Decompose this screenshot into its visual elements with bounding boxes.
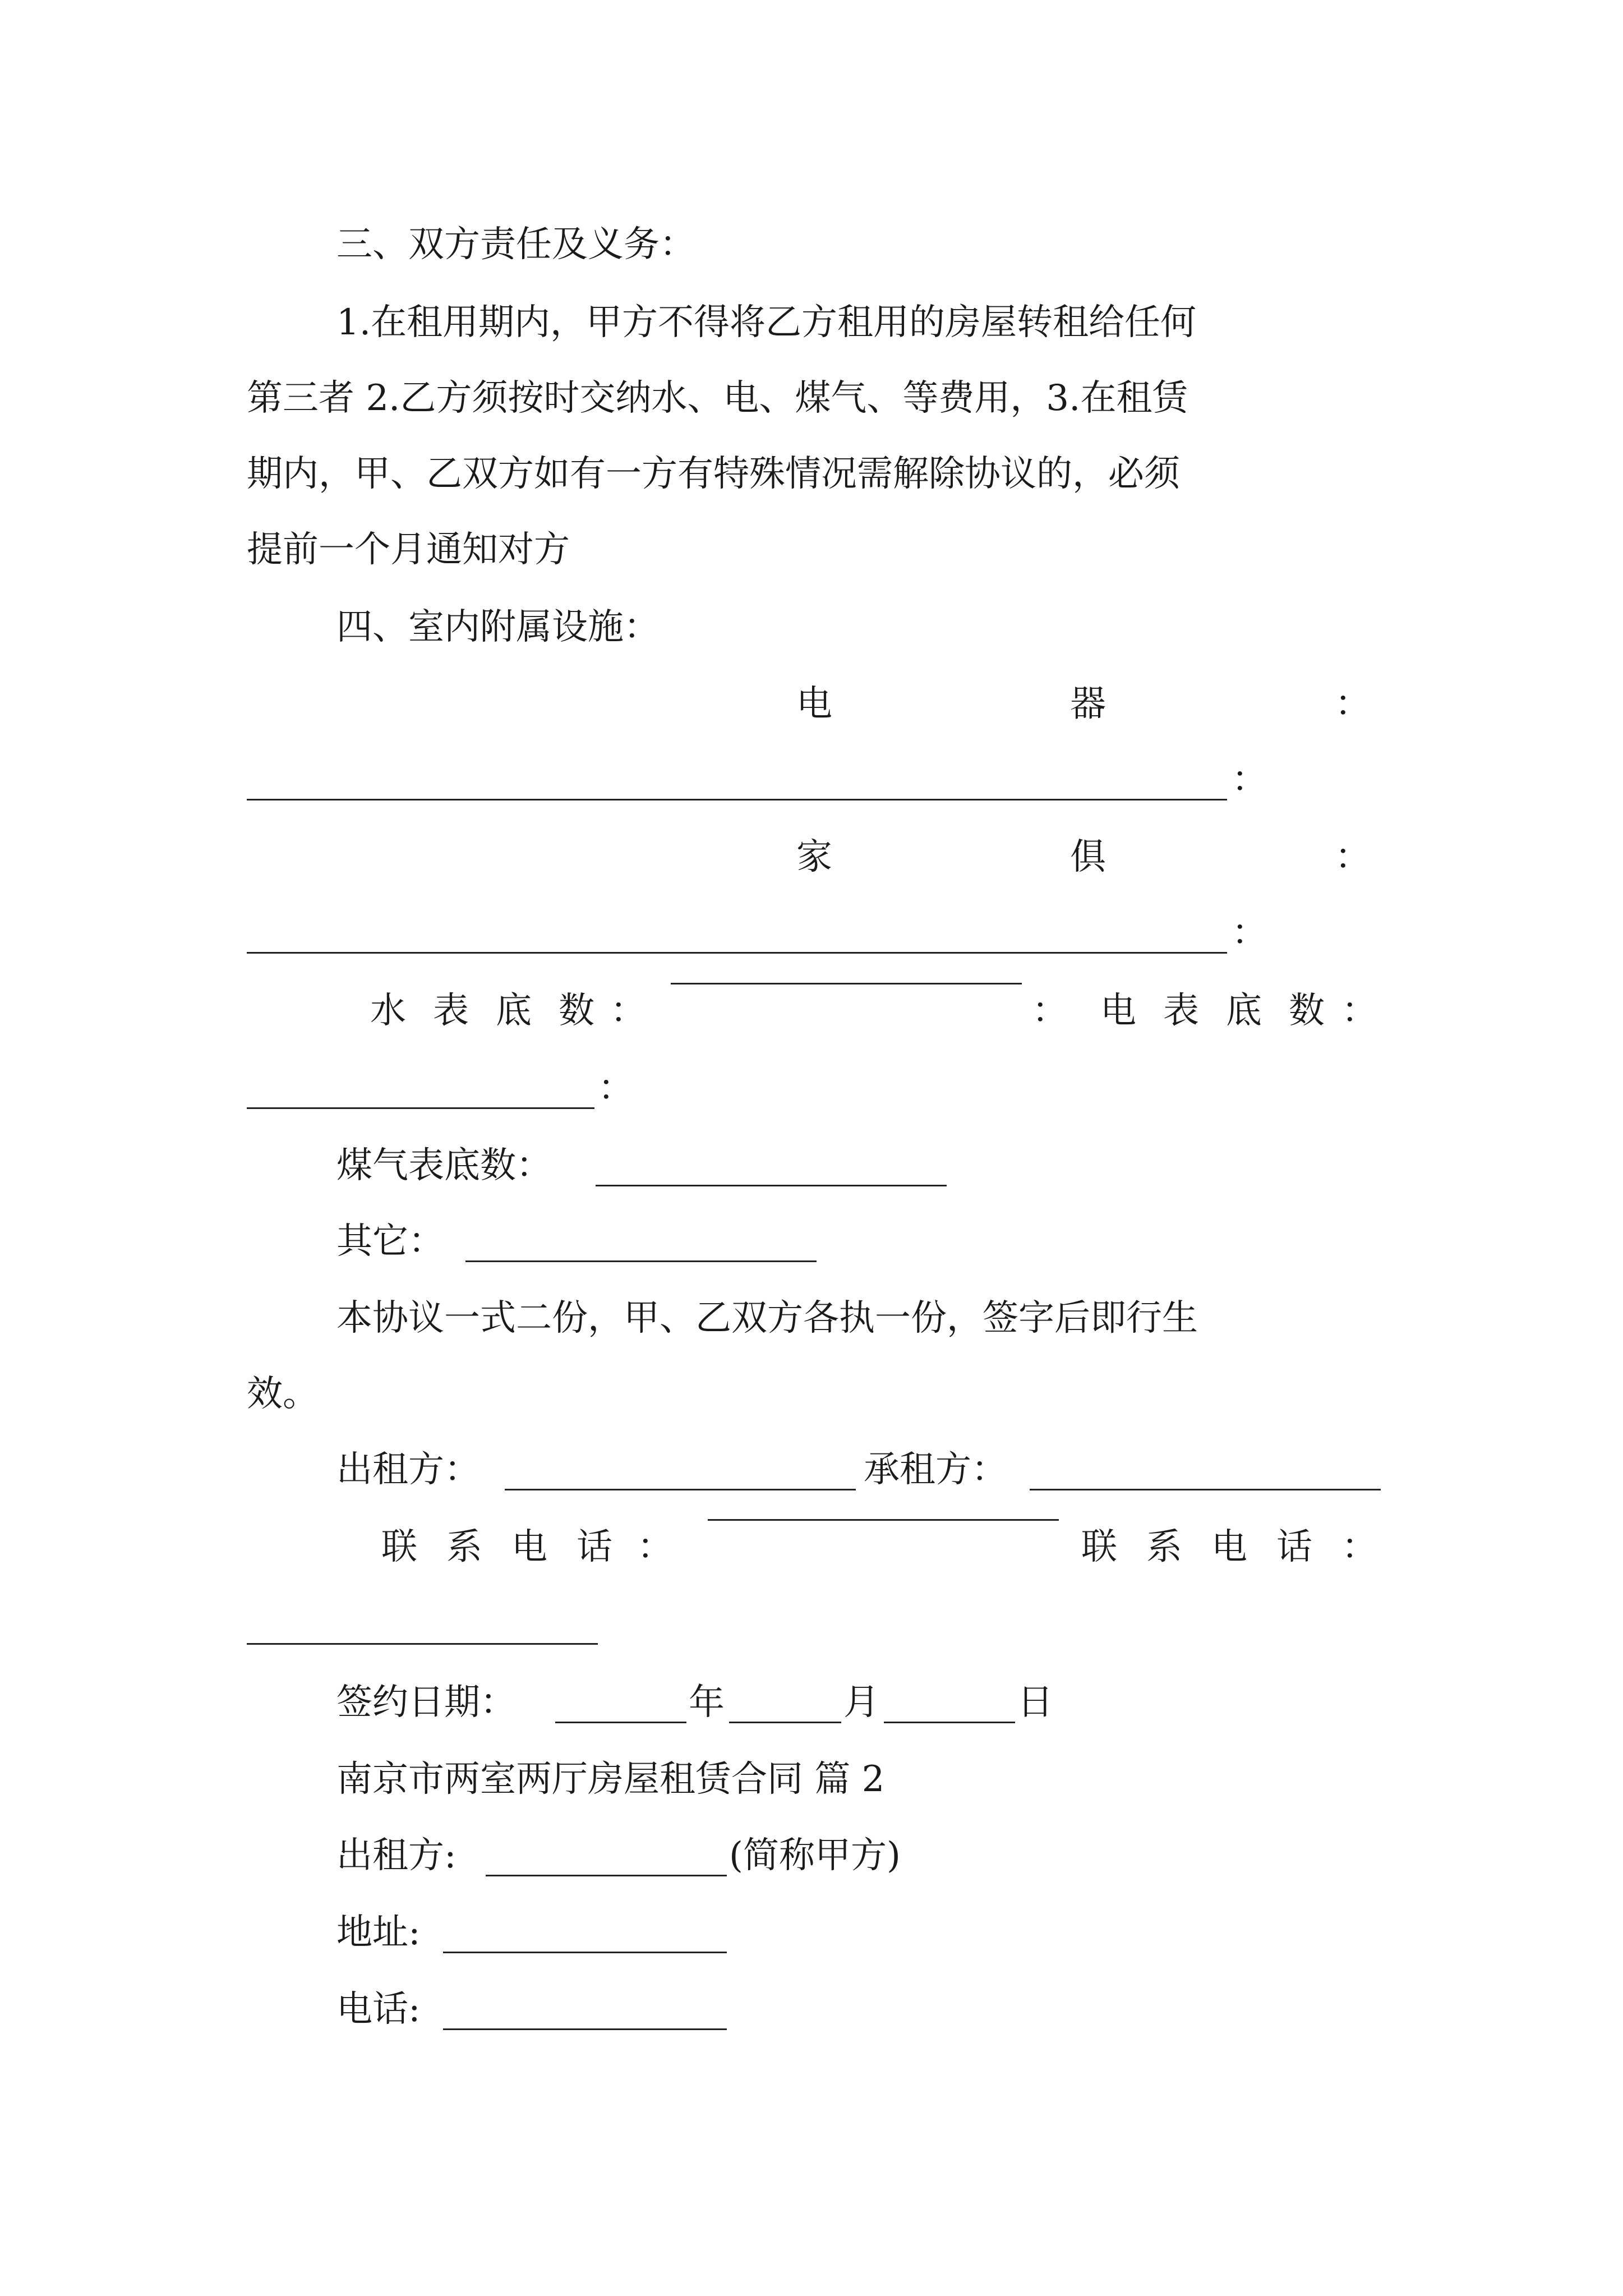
lessee-phone-blank[interactable]	[247, 1643, 598, 1645]
lessor2-line	[0, 1828, 1623, 1884]
gas-meter-line	[0, 1138, 1623, 1194]
clause-text: 期内，甲、乙双方如有一方有特殊情况需解除协议的，必须	[247, 453, 1180, 495]
phone-char: 电	[511, 1526, 547, 1568]
parties-line	[0, 1442, 1623, 1498]
clause-line	[0, 295, 1623, 351]
furniture-char: 俱	[1070, 836, 1106, 878]
address-blank[interactable]	[443, 1952, 727, 1953]
phone-char: 话	[577, 1526, 612, 1568]
water-meter-char: 水	[370, 990, 406, 1032]
electric-meter-field-line	[0, 1060, 1623, 1116]
furniture-label-line	[0, 829, 1623, 885]
phone-char: 联	[1081, 1526, 1117, 1568]
phone-char: 电	[1211, 1526, 1247, 1568]
day-label: 日	[1017, 1682, 1053, 1723]
gas-meter-blank[interactable]	[596, 1185, 947, 1186]
lessor-blank[interactable]	[505, 1489, 856, 1490]
copies-line	[0, 1290, 1623, 1346]
clause-line	[0, 370, 1623, 426]
electric-meter-char: 底	[1226, 990, 1262, 1032]
appliance-field-line	[0, 752, 1623, 808]
lessor-label: 出租方：	[336, 1449, 480, 1490]
month-label: 月	[843, 1682, 879, 1723]
clause-text: 第三者 2.乙方须按时交纳水、电、煤气、等费用，3.在租赁	[247, 378, 1188, 419]
electric-meter-char: 表	[1163, 990, 1199, 1032]
tel-label: 电话:	[336, 1989, 421, 2030]
furniture-char: 家	[796, 836, 832, 878]
colon: ：	[1232, 759, 1267, 800]
sign-date-label: 签约日期：	[336, 1682, 516, 1723]
lessor2-blank[interactable]	[486, 1875, 727, 1876]
clause-line	[0, 522, 1623, 578]
electric-meter-char: 电	[1100, 990, 1136, 1032]
lessee-blank[interactable]	[1030, 1489, 1381, 1490]
water-meter-char: 底	[496, 990, 532, 1032]
sign-date-line	[0, 1674, 1623, 1731]
water-meter-colon: ：	[610, 990, 646, 1032]
next-contract-heading	[0, 1751, 1623, 1807]
address-label: 地址:	[336, 1912, 421, 1953]
copies-text: 本协议一式二份，甲、乙双方各执一份，签字后即行生	[336, 1297, 1198, 1339]
address-line	[0, 1904, 1623, 1961]
lessee-phone-field-line	[0, 1596, 1623, 1652]
furniture-field-line	[0, 905, 1623, 961]
water-meter-char: 数	[559, 990, 594, 1032]
tel-line	[0, 1981, 1623, 2037]
furniture-colon: ：	[1335, 836, 1371, 878]
phone-colon: ：	[1341, 1526, 1377, 1568]
other-blank[interactable]	[465, 1260, 817, 1262]
next-contract-title: 南京市两室两厅房屋租赁合同 篇 2	[336, 1759, 885, 1800]
electric-meter-blank[interactable]	[247, 1107, 594, 1109]
lessor2-label: 出租方:	[336, 1835, 457, 1876]
appliance-char: 电	[796, 683, 832, 725]
copies-line	[0, 1366, 1623, 1422]
lessor2-suffix: (简称甲方)	[729, 1835, 901, 1876]
colon: ：	[598, 1068, 634, 1109]
phone-char: 话	[1276, 1526, 1312, 1568]
year-label: 年	[689, 1682, 725, 1723]
tel-blank[interactable]	[443, 2028, 727, 2030]
section-4-heading	[0, 599, 1623, 655]
gas-meter-label: 煤气表底数：	[336, 1145, 552, 1186]
colon: ：	[1232, 912, 1267, 954]
section-4-title: 四、室内附属设施：	[336, 606, 660, 648]
phone-char: 系	[1146, 1526, 1182, 1568]
month-blank[interactable]	[729, 1722, 841, 1723]
section-3-heading	[0, 217, 1623, 273]
other-line	[0, 1213, 1623, 1269]
lessor-phone-blank[interactable]	[708, 1519, 1059, 1521]
electric-meter-char: 数	[1289, 990, 1325, 1032]
meter-line	[0, 983, 1623, 1039]
other-label: 其它：	[336, 1221, 444, 1262]
phone-char: 系	[446, 1526, 482, 1568]
phone-line	[0, 1519, 1623, 1575]
water-meter-blank[interactable]	[671, 983, 1022, 984]
phone-char: 联	[381, 1526, 417, 1568]
furniture-blank[interactable]	[247, 952, 1227, 954]
appliance-char: 器	[1070, 683, 1106, 725]
day-blank[interactable]	[884, 1722, 1015, 1723]
electric-meter-colon: ：	[1341, 990, 1377, 1032]
appliance-colon: ：	[1335, 683, 1371, 725]
colon: ：	[1032, 990, 1068, 1032]
year-blank[interactable]	[555, 1722, 686, 1723]
copies-text: 效。	[247, 1373, 319, 1415]
lessee-label: 承租方：	[864, 1449, 1007, 1490]
phone-colon: ：	[637, 1526, 673, 1568]
section-3-title: 三、双方责任及义务：	[336, 224, 695, 265]
clause-text: 1.在租用期内，甲方不得将乙方租用的房屋转租给任何	[336, 302, 1197, 343]
clause-line	[0, 446, 1623, 502]
water-meter-char: 表	[433, 990, 469, 1032]
clause-text: 提前一个月通知对方	[247, 529, 570, 570]
appliance-label-line	[0, 676, 1623, 732]
appliance-blank[interactable]	[247, 799, 1227, 800]
